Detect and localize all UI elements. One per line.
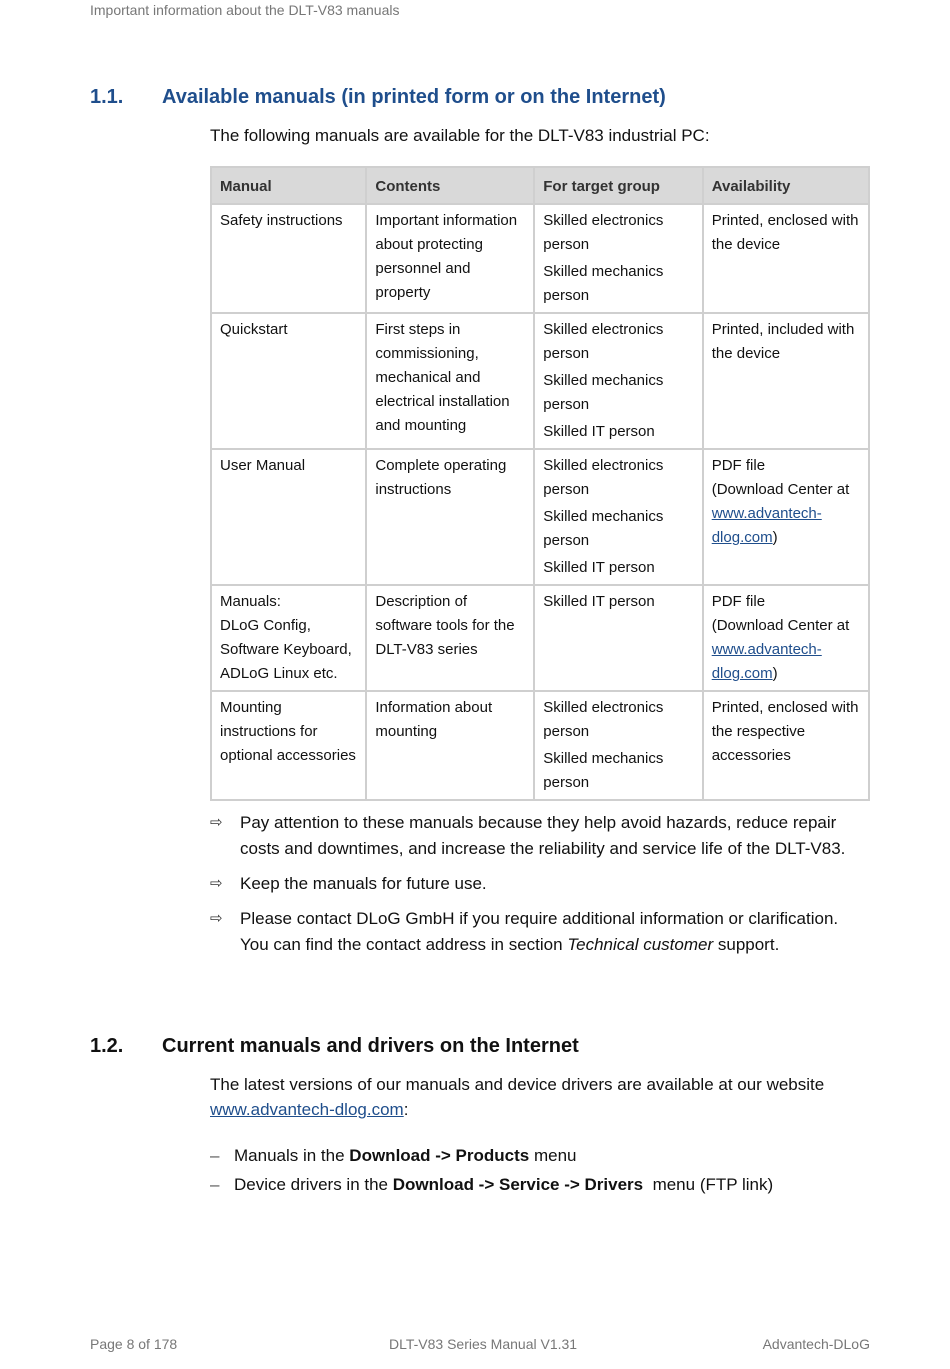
availability-text: Printed, enclosed with the device [711,212,859,253]
footer-company: Advantech-DLoG [762,1336,870,1352]
table-header-row [211,167,869,204]
target-group-cell [534,585,702,691]
availability-text: Printed, included with the device [711,321,855,362]
target-group-item: Skilled electronics person [543,212,664,253]
availability-cell [703,204,869,313]
manual-cell: Quickstart [211,313,366,449]
hollow-arrow-icon: ⇨ [210,814,223,831]
target-group-item: Skilled mechanics person [543,263,664,304]
footer-page-number: Page 8 of 178 [90,1336,178,1352]
advice-text: Keep the manuals for future use. [240,874,487,893]
manual-cell: Manuals: DLoG Config, Software Keyboard, ADLoG Linux etc. [211,585,366,691]
target-group-cell [534,204,702,313]
section-number: 1.1. [90,86,124,108]
target-group-item: Skilled mechanics person [543,508,664,549]
section-title: Available manuals (in printed form or on the Internet) [162,86,666,108]
table-row [211,204,869,313]
contents-cell: Important information about protecting personnel and property [366,204,534,313]
target-group-item: Skilled mechanics person [543,750,664,791]
advice-text-part: support. [713,935,780,954]
contents-cell: Complete operating instructions [366,449,534,585]
target-group-item: Skilled electronics person [543,457,664,498]
target-group-cell [534,313,702,449]
download-center-link[interactable]: www.advantech-dlog.com [711,641,822,682]
advice-item [210,871,860,897]
target-group-item: Skilled IT person [543,593,655,610]
list-text: menu [529,1146,577,1165]
hollow-arrow-icon: ⇨ [210,910,223,927]
table-row [211,313,869,449]
list-text: Device drivers in the [234,1175,393,1194]
availability-text: Printed, enclosed with the respective accessories [711,699,859,764]
target-group-cell [534,691,702,800]
hollow-arrow-icon: ⇨ [210,875,223,892]
list-text: Manuals in the [234,1146,350,1165]
intro-suffix: : [403,1100,409,1119]
menu-path: Download -> Service -> Drivers [392,1175,644,1194]
section-intro: The following manuals are available for the DLT-V83 industrial PC: [210,126,710,145]
manual-cell: User Manual [211,449,366,585]
advice-item [210,810,860,862]
table-row [211,449,869,585]
target-group-item: Skilled mechanics person [543,372,664,413]
list-item [210,1143,860,1169]
availability-cell [703,313,869,449]
list-item [210,1172,860,1198]
column-header: Contents [366,167,534,204]
availability-cell [703,585,869,691]
advice-text [240,909,838,954]
availability-text: PDF file (Download Center at [711,457,850,498]
availability-suffix: ) [772,529,778,546]
target-group-item: Skilled electronics person [543,699,664,740]
advice-item [210,906,860,958]
advice-text-part: Please contact DLoG GmbH if you require additional information or clarification. You can find the contact address in section [240,909,839,954]
menu-path: Download -> Products [349,1146,530,1165]
availability-cell [703,449,869,585]
download-center-link[interactable]: www.advantech-dlog.com [711,505,822,546]
target-group-item: Skilled IT person [543,423,655,440]
download-list [210,1143,860,1201]
intro-text: The latest versions of our manuals and device drivers are available at our website [210,1075,825,1094]
manual-cell: Mounting instructions for optional accessories [211,691,366,800]
table-row [211,585,869,691]
dash-bullet-icon: – [210,1146,220,1165]
availability-cell [703,691,869,800]
advice-text: Pay attention to these manuals because they help avoid hazards, reduce repair costs and downtimes, and increase the reliability and service life of the DLT-V83. [240,813,846,858]
footer-document-title: DLT-V83 Series Manual V1.31 [389,1336,578,1352]
advice-list [210,810,860,967]
section-reference: Technical customer [567,935,714,954]
column-header: Manual [211,167,366,204]
section-title: Current manuals and drivers on the Internet [162,1035,579,1057]
dash-bullet-icon: – [210,1175,220,1194]
target-group-item: Skilled IT person [543,559,655,576]
manual-cell: Safety instructions [211,204,366,313]
column-header: Availability [703,167,869,204]
contents-cell: First steps in commissioning, mechanical and electrical installation and mounting [366,313,534,449]
website-link[interactable]: www.advantech-dlog.com [210,1100,404,1119]
contents-cell: Information about mounting [366,691,534,800]
list-text: menu (FTP link) [643,1175,774,1194]
availability-text: PDF file (Download Center at [711,593,850,634]
section-number: 1.2. [90,1035,124,1057]
table-row [211,691,869,800]
contents-cell: Description of software tools for the DLT-V83 series [366,585,534,691]
target-group-item: Skilled electronics person [543,321,664,362]
availability-suffix: ) [772,665,778,682]
manuals-table [210,166,870,801]
section-intro [210,1072,860,1122]
target-group-cell [534,449,702,585]
column-header: For target group [534,167,702,204]
running-header: Important information about the DLT-V83 manuals [90,2,400,18]
